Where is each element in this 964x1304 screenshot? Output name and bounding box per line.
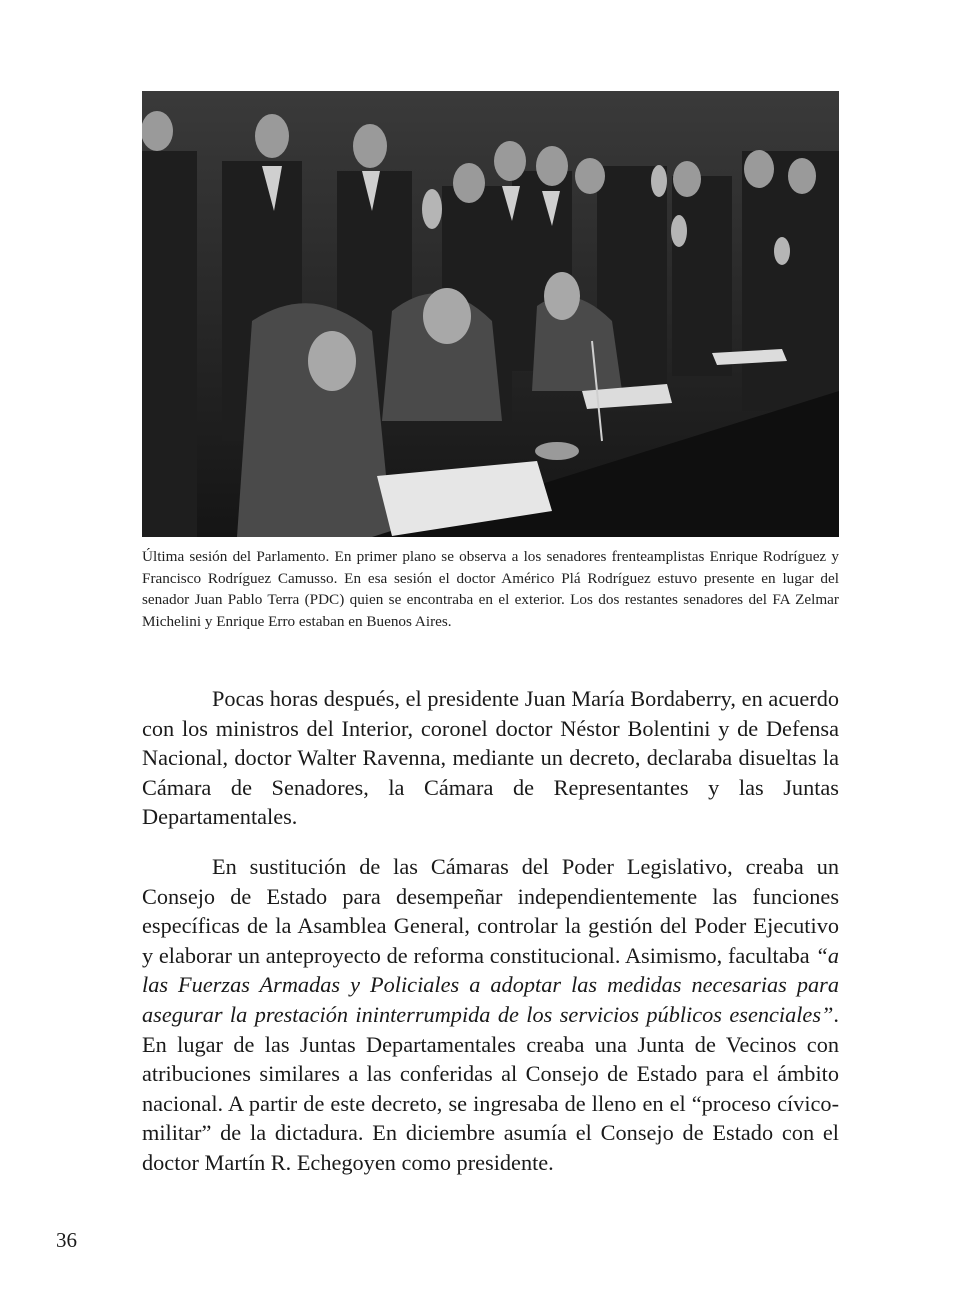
paragraph-1	[142, 684, 839, 832]
paragraph-2-quote: “a las Fuerzas Armadas y Policiales a adoptar las medidas necesarias para asegurar la prestación ininterrumpida de los servicios públicos esenciales”	[142, 942, 839, 1027]
paragraph-2-text-end: . En lugar de las Juntas Departamentales creaba una Junta de Vecinos con atribuciones similares a las conferidas al Consejo de Estado para el ámbito nacional. A partir de este decreto, se ingresaba de lleno en el “proceso cívico-militar” de la dictadura. En diciembre asumía el Consejo de Estado con el doctor Martín R. Echegoyen como presidente.	[142, 1001, 839, 1175]
historical-photo	[142, 91, 839, 537]
paragraph-2	[142, 852, 839, 1178]
paragraph-2-text-start: En sustitución de las Cámaras del Poder Legislativo, creaba un Consejo de Estado para desempeñar independientemente las funciones específicas de la Asamblea General, controlar la gestión del Poder Ejecutivo y elaborar un anteproyecto de reforma constitucional. Asimismo, facultaba	[142, 854, 839, 968]
page-number: 36	[56, 1228, 77, 1252]
photo-caption: Última sesión del Parlamento. En primer plano se observa a los senadores frenteamplistas Enrique Rodríguez y Francisco Rodríguez Camusso. En esa sesión el doctor Américo Plá Rodríguez estuvo presente en lugar del senador Juan Pablo Terra (PDC) quien se encontraba en el exterior. Los dos restantes senadores del FA Zelmar Michelini y Enrique Erro estaban en Buenos Aires.	[142, 548, 839, 630]
photo-illustration	[142, 91, 839, 537]
paragraph-1-text: Pocas horas después, el presidente Juan María Bordaberry, en acuerdo con los ministros del Interior, coronel doctor Néstor Bolentini y de Defensa Nacional, doctor Walter Ravenna, mediante un decreto, declaraba disueltas la Cámara de Senadores, la Cámara de Representantes y las Juntas Departamentales.	[142, 686, 839, 830]
